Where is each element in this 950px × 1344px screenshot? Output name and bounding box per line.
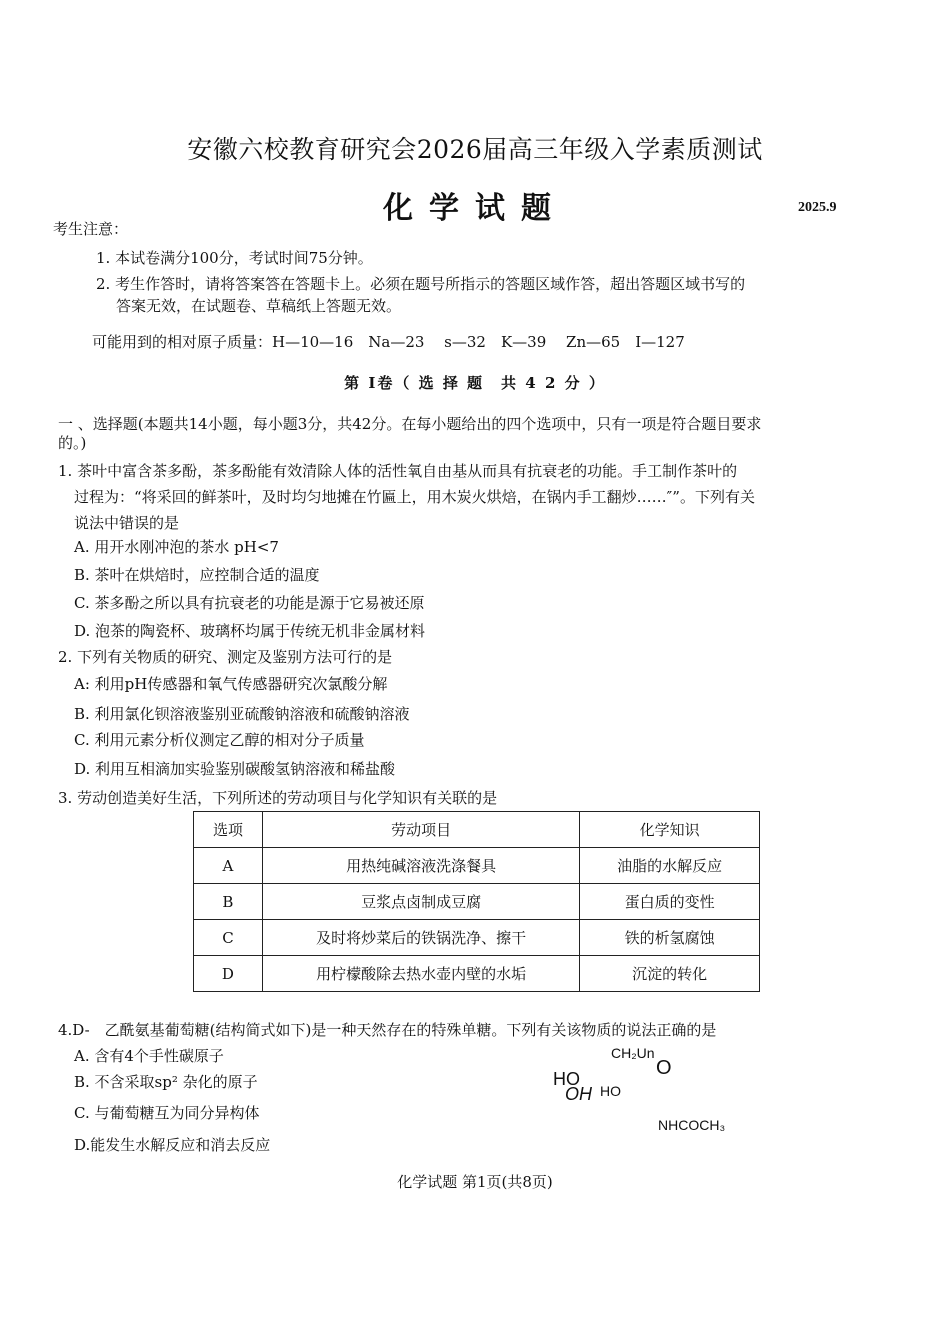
q2-option-a: A: 利用pH传感器和氧气传感器研究次氯酸分解 xyxy=(74,675,388,693)
q4-option-c: C. 与葡萄糖互为同分异构体 xyxy=(74,1104,260,1122)
table-cell: C xyxy=(194,920,263,956)
table-cell: B xyxy=(194,884,263,920)
q2-stem: 2. 下列有关物质的研究、测定及鉴别方法可行的是 xyxy=(58,648,393,666)
q1-stem-line1: 1. 茶叶中富含茶多酚，茶多酚能有效清除人体的活性氧自由基从而具有抗衰老的功能。手工制作茶叶的 xyxy=(58,462,738,480)
section-instructions-line2: 的。) xyxy=(58,434,87,452)
q1-option-d: D. 泡茶的陶瓷杯、玻璃杯均属于传统无机非金属材料 xyxy=(74,622,426,640)
table-cell: D xyxy=(194,956,263,992)
notice-item-2-cont: 答案无效，在试题卷、草稿纸上答题无效。 xyxy=(116,297,402,315)
page-footer: 化学试题 第1页(共8页) xyxy=(397,1173,553,1191)
table-row xyxy=(194,848,760,884)
table-cell: 沉淀的转化 xyxy=(580,956,760,992)
exam-date: 2025.9 xyxy=(798,200,837,215)
table-row xyxy=(194,920,760,956)
structure-oh-label: OH xyxy=(565,1084,592,1104)
table-header-row xyxy=(194,812,760,848)
notice-heading: 考生注意： xyxy=(53,220,129,238)
exam-title: 安徽六校教育研究会2026届高三年级入学素质测试 xyxy=(187,135,763,164)
structure-ho-small-label: HO xyxy=(600,1083,621,1099)
notice-item-1: 1. 本试卷满分100分，考试时间75分钟。 xyxy=(96,249,373,267)
table-cell: 豆浆点卤制成豆腐 xyxy=(262,884,579,920)
structure-ho-left-label: HO xyxy=(553,1069,580,1089)
table-row xyxy=(194,884,760,920)
section-instructions-line1: 一 、选择题(本题共14小题，每小题3分，共42分。在每小题给出的四个选项中，只有一项是符合题目要求 xyxy=(58,415,762,433)
q2-option-d: D. 利用互相滴加实验鉴别碳酸氢钠溶液和稀盐酸 xyxy=(74,760,396,778)
q4-option-b: B. 不含采取sp² 杂化的原子 xyxy=(74,1073,258,1091)
q4-option-d: D.能发生水解反应和消去反应 xyxy=(74,1136,271,1154)
q3-table xyxy=(193,811,760,992)
section-title: 第 I卷（ 选 择 题 共 4 2 分 ） xyxy=(344,374,606,392)
table-cell: 油脂的水解反应 xyxy=(580,848,760,884)
table-header-cell: 化学知识 xyxy=(580,812,760,848)
table-cell: A xyxy=(194,848,263,884)
q1-option-a: A. 用开水刚冲泡的茶水 pH<7 xyxy=(74,538,279,556)
table-header-cell: 劳动项目 xyxy=(262,812,579,848)
q1-option-c: C. 茶多酚之所以具有抗衰老的功能是源于它易被还原 xyxy=(74,594,425,612)
q1-stem-line3: 说法中错误的是 xyxy=(74,514,180,532)
structure-ch2-label: CH₂Un xyxy=(611,1045,655,1061)
exam-subtitle: 化学试题 xyxy=(383,191,567,226)
q4-option-a: A. 含有4个手性碳原子 xyxy=(74,1047,224,1065)
q1-option-b: B. 茶叶在烘焙时，应控制合适的温度 xyxy=(74,566,320,584)
q1-stem-line2: 过程为：“将采回的鲜茶叶，及时均匀地摊在竹匾上，用木炭火烘焙，在锅内手工翻炒……″”。下列有关 xyxy=(74,488,755,506)
structure-nhcoch3-label: NHCOCH₃ xyxy=(658,1117,726,1133)
table-header-cell: 选项 xyxy=(194,812,263,848)
table-cell: 用柠檬酸除去热水壶内壁的水垢 xyxy=(262,956,579,992)
notice-item-2: 2. 考生作答时，请将答案答在答题卡上。必须在题号所指示的答题区域作答，超出答题区域书写的 xyxy=(96,275,746,293)
atomic-mass-line: 可能用到的相对原子质量：H—10—16 Na—23 s—32 K—39 Zn—65 I—127 xyxy=(92,333,685,351)
q2-option-c: C. 利用元素分析仪测定乙醇的相对分子质量 xyxy=(74,731,365,749)
q3-stem: 3. 劳动创造美好生活，下列所述的劳动项目与化学知识有关联的是 xyxy=(58,789,498,807)
table-row xyxy=(194,956,760,992)
table-cell: 蛋白质的变性 xyxy=(580,884,760,920)
table-cell: 用热纯碱溶液洗涤餐具 xyxy=(262,848,579,884)
q2-option-b: B. 利用氯化钡溶液鉴别亚硫酸钠溶液和硫酸钠溶液 xyxy=(74,705,410,723)
q4-stem: 4.D- 乙酰氨基葡萄糖(结构简式如下)是一种天然存在的特殊单糖。下列有关该物质的说法正确的是 xyxy=(58,1021,717,1039)
table-cell: 及时将炒菜后的铁锅洗净、擦干 xyxy=(262,920,579,956)
structure-o-label: O xyxy=(656,1057,672,1079)
table-cell: 铁的析氢腐蚀 xyxy=(580,920,760,956)
